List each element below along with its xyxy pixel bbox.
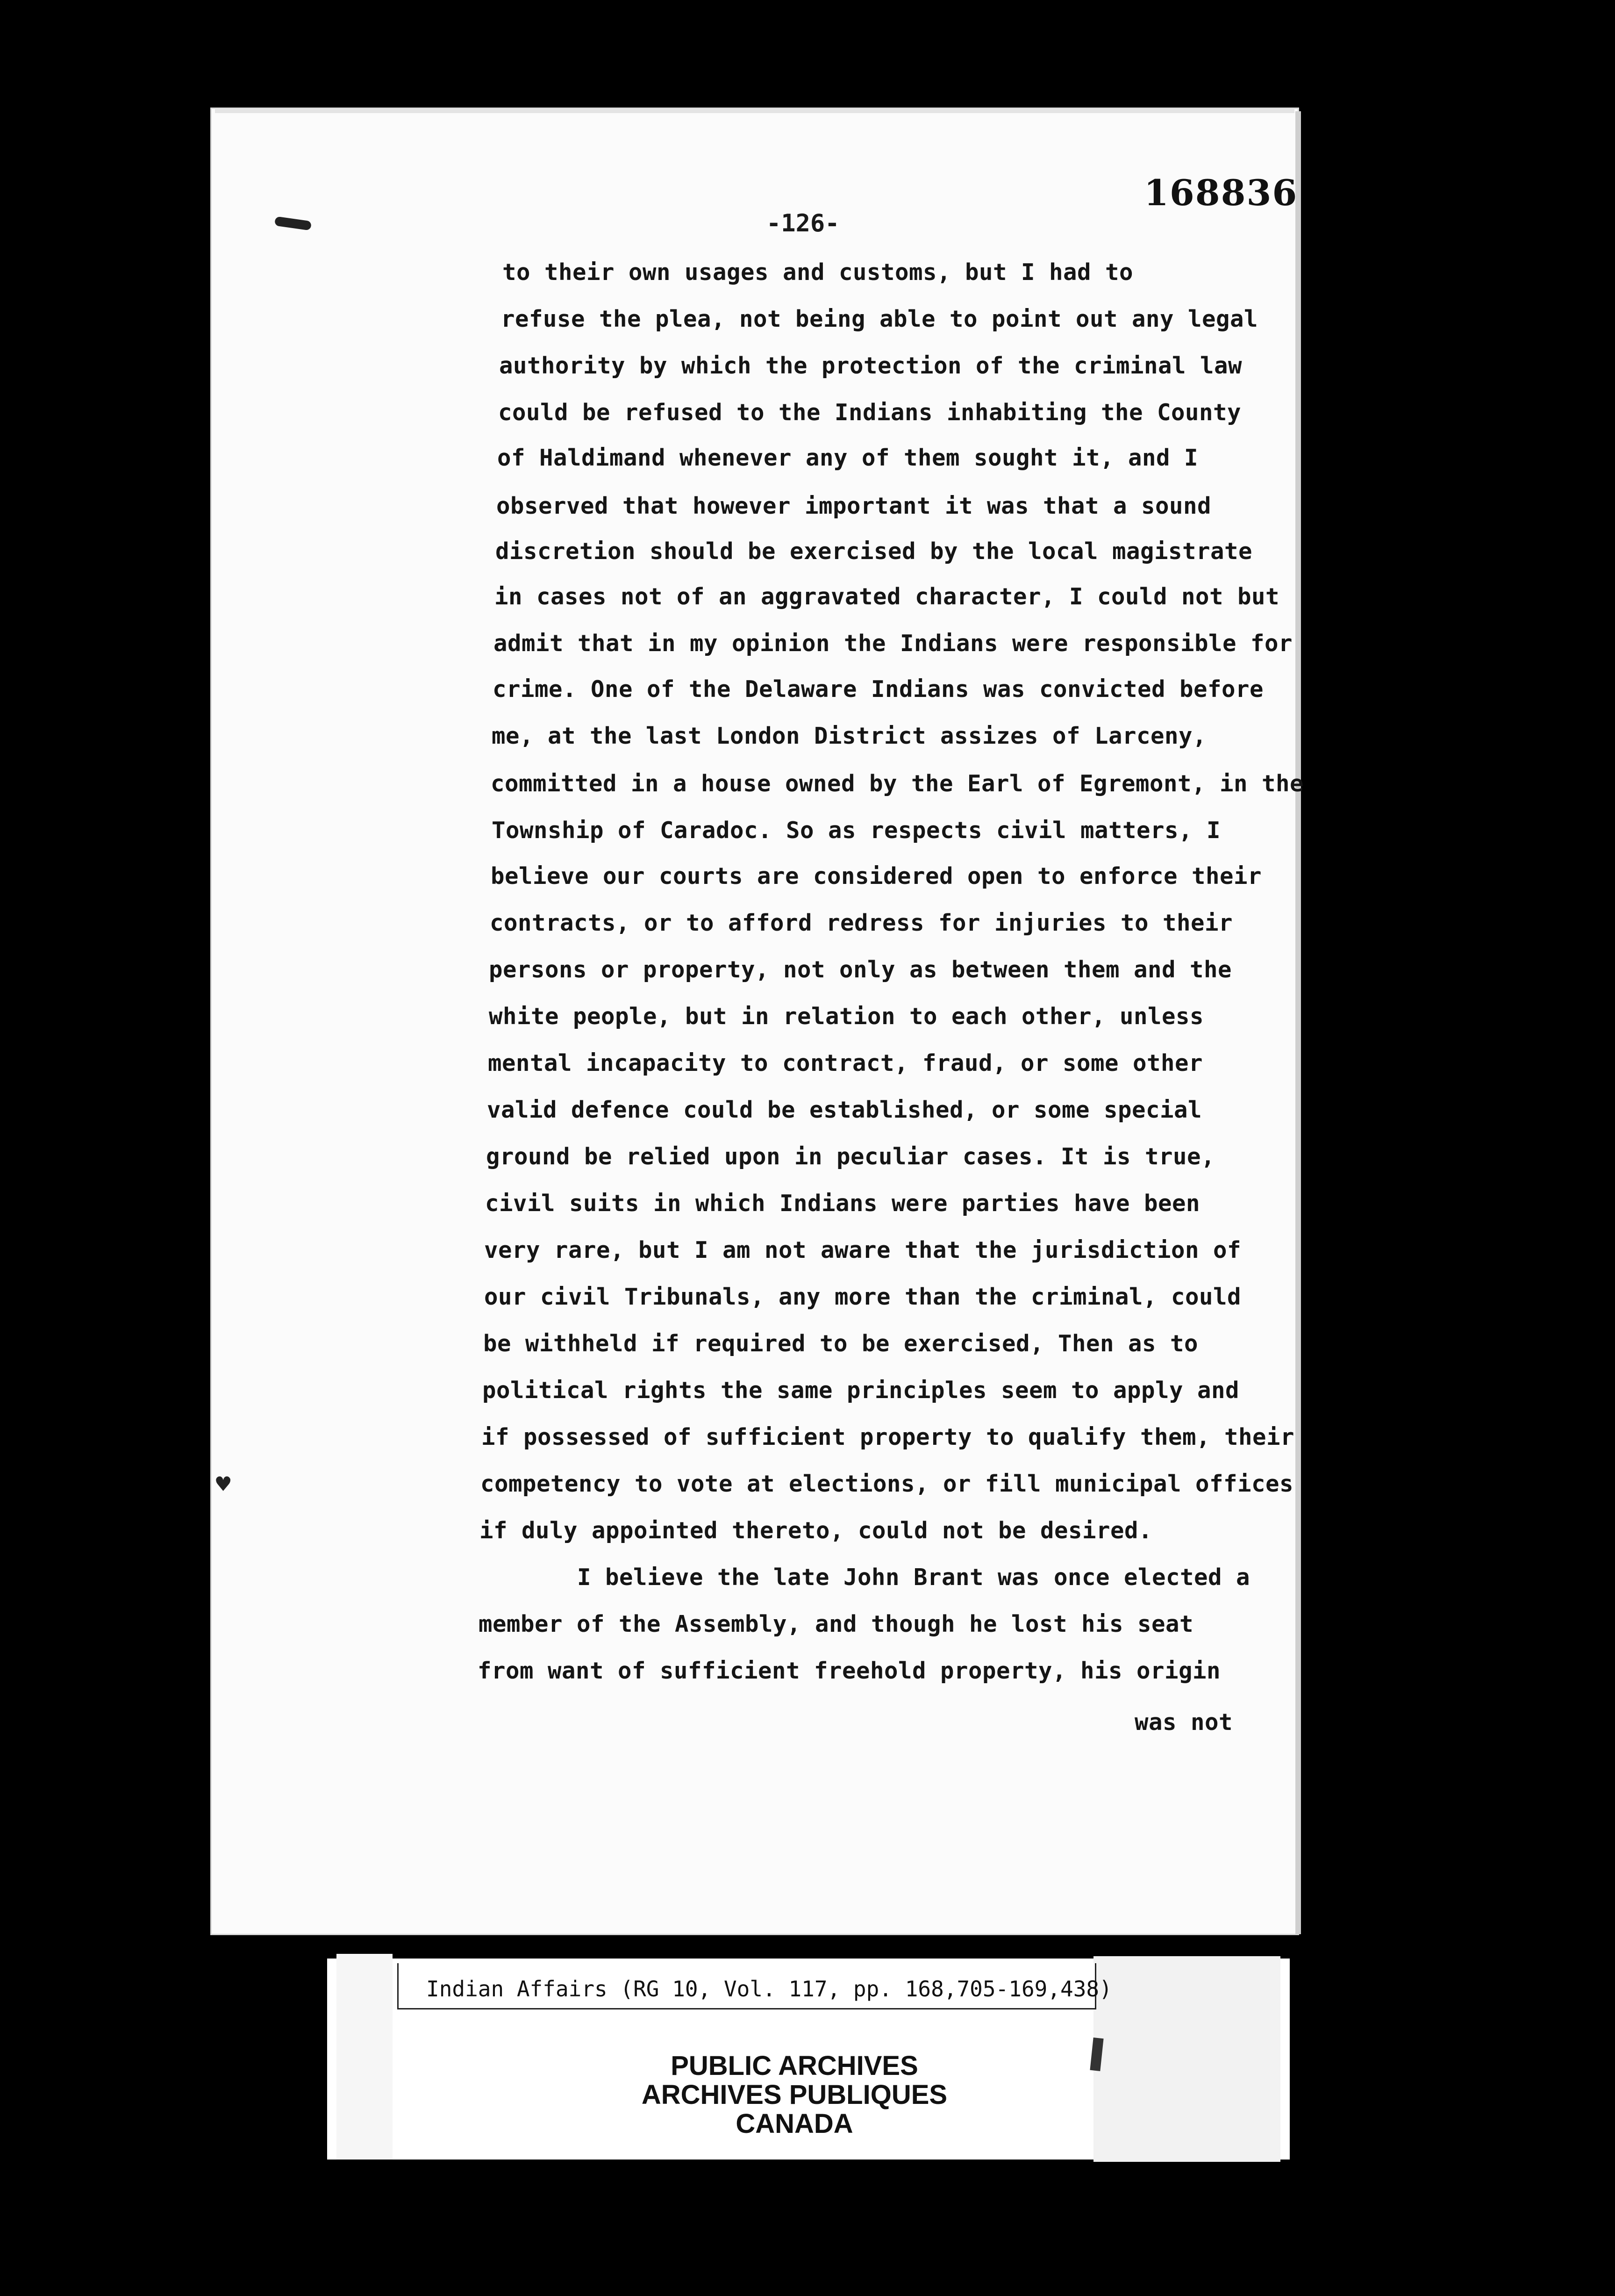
text-line: if duly appointed thereto, could not be desired.	[479, 1517, 1153, 1544]
archive-label-left-tab	[336, 1954, 393, 2160]
text-line: political rights the same principles seem to apply and	[482, 1377, 1240, 1404]
archive-line-2: ARCHIVES PUBLIQUES	[641, 2080, 948, 2110]
text-line: member of the Assembly, and though he lost his seat	[479, 1611, 1194, 1637]
text-line: in cases not of an aggravated character, I could not but	[494, 583, 1280, 610]
page-edge-right	[1295, 111, 1301, 1934]
text-line: white people, but in relation to each other, unless	[489, 1003, 1204, 1030]
archive-line-1: PUBLIC ARCHIVES	[671, 2051, 918, 2081]
text-line: our civil Tribunals, any more than the criminal, could	[484, 1284, 1242, 1310]
text-line: ground be relied upon in peculiar cases. It is true,	[486, 1143, 1215, 1170]
text-line: discretion should be exercised by the local magistrate	[495, 538, 1253, 565]
text-line: if possessed of sufficient property to qualify them, their	[481, 1424, 1295, 1450]
text-line: Township of Caradoc. So as respects civil matters, I	[492, 817, 1221, 844]
serial-number: 168836	[1144, 172, 1298, 214]
text-line: was not	[1135, 1709, 1233, 1736]
text-line: from want of sufficient freehold property, his origin	[478, 1657, 1221, 1684]
text-line: could be refused to the Indians inhabiting the County	[498, 399, 1242, 426]
text-line: me, at the last London District assizes of Larceny,	[492, 723, 1207, 749]
text-line: believe our courts are considered open to enforce their	[491, 863, 1262, 890]
text-line: of Haldimand whenever any of them sought it, and I	[497, 445, 1199, 471]
margin-heart-icon: ♥	[216, 1471, 231, 1499]
text-line: be withheld if required to be exercised, Then as to	[483, 1330, 1199, 1357]
text-line: contracts, or to afford redress for injuries to their	[490, 910, 1233, 936]
text-line: crime. One of the Delaware Indians was convicted before	[493, 676, 1264, 703]
text-line: to their own usages and customs, but I had to	[502, 259, 1134, 286]
text-line: I believe the late John Brant was once elected a	[577, 1564, 1251, 1591]
text-line: observed that however important it was that a sound	[496, 493, 1212, 519]
text-line: committed in a house owned by the Earl of Egremont, in the	[491, 770, 1304, 797]
text-line: refuse the plea, not being able to point out any legal	[501, 306, 1258, 332]
archive-label-right-tab	[1093, 1956, 1280, 2162]
text-line: persons or property, not only as between them and the	[489, 956, 1232, 983]
text-line: civil suits in which Indians were parties have been	[485, 1190, 1201, 1217]
text-line: authority by which the protection of the criminal law	[499, 352, 1243, 379]
text-line: mental incapacity to contract, fraud, or some other	[488, 1050, 1203, 1076]
text-line: valid defence could be established, or some special	[487, 1097, 1202, 1123]
page-edge-top	[215, 108, 1294, 113]
archive-line-3: CANADA	[736, 2109, 853, 2139]
page-number: -126-	[766, 209, 840, 237]
archive-reference: Indian Affairs (RG 10, Vol. 117, pp. 168,705-169,438)	[426, 1976, 1112, 2002]
text-line: very rare, but I am not aware that the jurisdiction of	[484, 1237, 1242, 1263]
text-line: competency to vote at elections, or fill municipal offices	[480, 1471, 1294, 1497]
text-line: admit that in my opinion the Indians were responsible for	[493, 630, 1293, 657]
